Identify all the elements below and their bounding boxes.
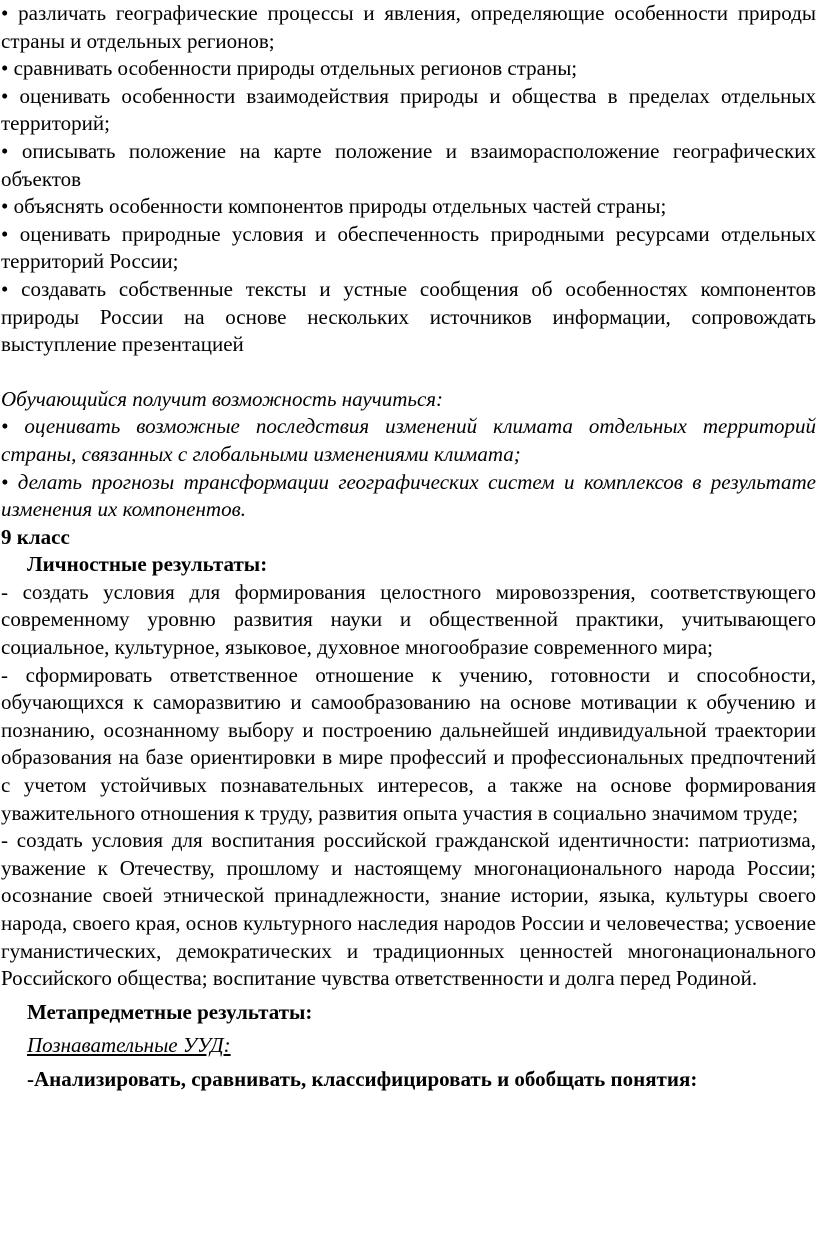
list-item: • оценивать природные условия и обеспеченность природными ресурсами отдельных территорий России; bbox=[1, 221, 816, 274]
personal-results-list bbox=[1, 579, 816, 993]
cognitive-uud-heading bbox=[1, 1032, 816, 1060]
opportunity-heading: Обучающийся получит возможность научиться: bbox=[1, 386, 444, 411]
list-item: - создать условия для воспитания российской гражданской идентичности: патриотизма, уважение к Отечеству, прошлому и настоящему многонационального народа России; осознание своей этнической принадлежности, знание истории, языка, культуры своего народа, своего края, основ культурного наследия народов России и человечества; усвоение гуманистических, демократических и традиционных ценностей многонационального Российского общества; воспитание чувства ответственности и долга перед Родиной. bbox=[1, 828, 816, 991]
list-item: - сформировать ответственное отношение к учению, готовности и способности, обучающихся к саморазвитию и самообразованию на основе мотивации к обучению и познанию, осознанному выбору и построению дальнейшей индивидуальной траектории образования на базе ориентировки в мире профессий и профессиональных предпочтений с учетом устойчивых познавательных интересов, а также на основе формирования уважительного отношения к труду, развития опыта участия в социально значимом труде; bbox=[1, 662, 816, 825]
meta-results-heading: Метапредметные результаты: bbox=[27, 999, 313, 1024]
list-item: • описывать положение на карте положение и взаиморасположение географических объектов bbox=[1, 138, 816, 191]
cognitive-uud-label: Познавательные УУД: bbox=[27, 1033, 231, 1058]
list-item: • сравнивать особенности природы отдельных регионов страны; bbox=[1, 56, 578, 81]
list-item: • различать географические процессы и явления, определяющие особенности природы страны и отдельных регионов; bbox=[1, 1, 816, 53]
list-item: • объяснять особенности компонентов природы отдельных частей страны; bbox=[1, 194, 667, 219]
list-item: • делать прогнозы трансформации географических систем и комплексов в результате изменения их компонентов. bbox=[1, 469, 816, 522]
grade8-bullet-list bbox=[1, 0, 816, 359]
opportunity-section bbox=[1, 386, 816, 524]
list-item: - создать условия для формирования целостного мировоззрения, соответствующего современному уровню развития науки и общественной практики, учитывающего социальное, культурное, языковое, духовное многообразие современного мира; bbox=[1, 579, 816, 660]
grade9-title: 9 класс bbox=[1, 524, 70, 549]
blank-line bbox=[1, 359, 816, 386]
list-item: • оценивать особенности взаимодействия природы и общества в пределах отдельных территорий; bbox=[1, 83, 816, 136]
list-item: • создавать собственные тексты и устные сообщения об особенностях компонентов природы России на основе нескольких источников информации, сопровождать выступление презентацией bbox=[1, 276, 816, 357]
list-item: • оценивать возможные последствия изменений климата отдельных территорий страны, связанных с глобальными изменениями климата; bbox=[1, 414, 816, 466]
personal-results-heading: Личностные результаты: bbox=[27, 552, 268, 577]
last-line: -Анализировать, сравнивать, классифицировать и обобщать понятия: bbox=[27, 1066, 698, 1091]
